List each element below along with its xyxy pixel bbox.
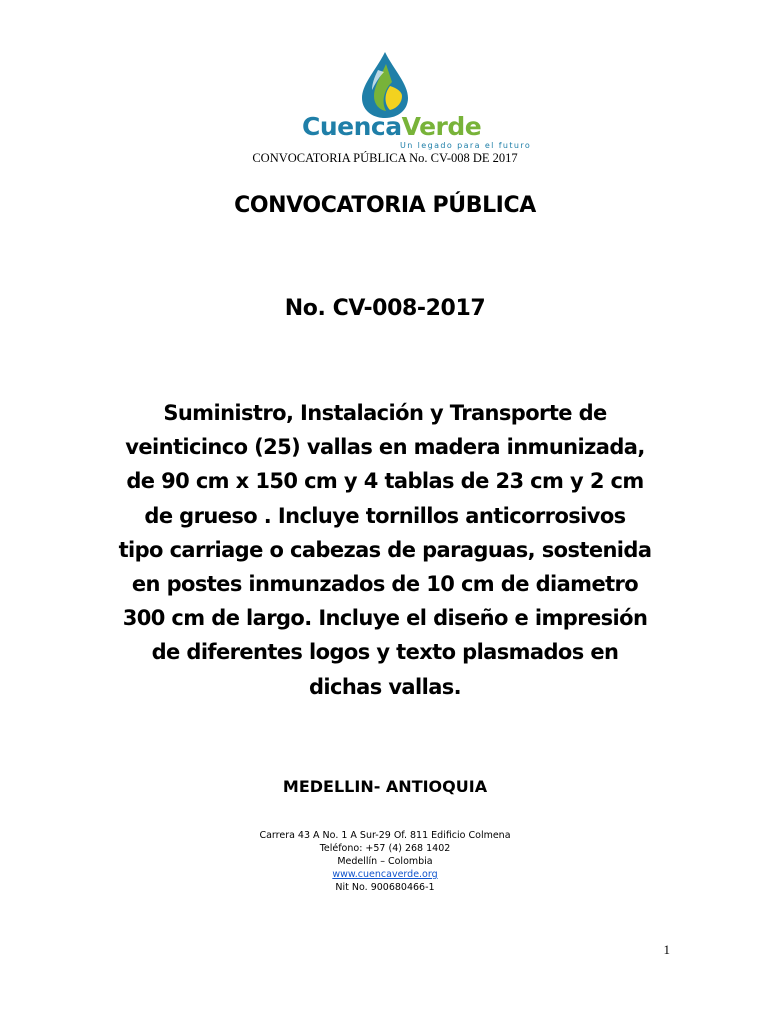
description-line: tipo carriage o cabezas de paraguas, sostenida — [118, 537, 652, 562]
description-line: en postes inmunzados de 10 cm de diametro — [131, 572, 639, 597]
description-line: 300 cm de largo. Incluye el diseño e impresión — [122, 606, 648, 631]
page-number: 1 — [663, 942, 670, 957]
brand-tagline: Un legado para el futuro — [400, 141, 532, 150]
brand-part-1: Cuenca — [302, 112, 402, 141]
description-line: de diferentes logos y texto plasmados en — [151, 640, 619, 665]
description-line: veinticinco (25) vallas en madera inmunizada, — [125, 435, 645, 460]
description-line: Suministro, Instalación y Transporte de — [163, 401, 607, 425]
contact-phone: Teléfono: +57 (4) 268 1402 — [319, 843, 451, 854]
website-link[interactable]: www.cuencaverde.org — [332, 869, 438, 880]
document-title: CONVOCATORIA PÚBLICA — [234, 193, 536, 218]
document-number: No. CV-008-2017 — [284, 296, 486, 321]
contact-nit: Nit No. 900680466-1 — [335, 882, 435, 893]
brand-part-2: Verde — [401, 112, 482, 141]
description-line: de 90 cm x 150 cm y 4 tablas de 23 cm y 2 cm — [126, 469, 644, 494]
contact-block — [0, 829, 770, 894]
document-header: CONVOCATORIA PÚBLICA No. CV-008 DE 2017 — [252, 151, 518, 165]
cuencaverde-logo — [280, 50, 532, 152]
description-line: dichas vallas. — [308, 674, 462, 699]
water-drop-icon — [280, 50, 490, 120]
contact-address: Carrera 43 A No. 1 A Sur-29 Of. 811 Edificio Colmena — [259, 830, 511, 841]
city-location: MEDELLIN- ANTIOQUIA — [282, 777, 488, 796]
document-description — [95, 396, 675, 704]
description-line: de grueso . Incluye tornillos anticorrosivos — [144, 503, 626, 528]
contact-location: Medellín – Colombia — [337, 856, 433, 867]
brand-wordmark — [302, 112, 481, 141]
